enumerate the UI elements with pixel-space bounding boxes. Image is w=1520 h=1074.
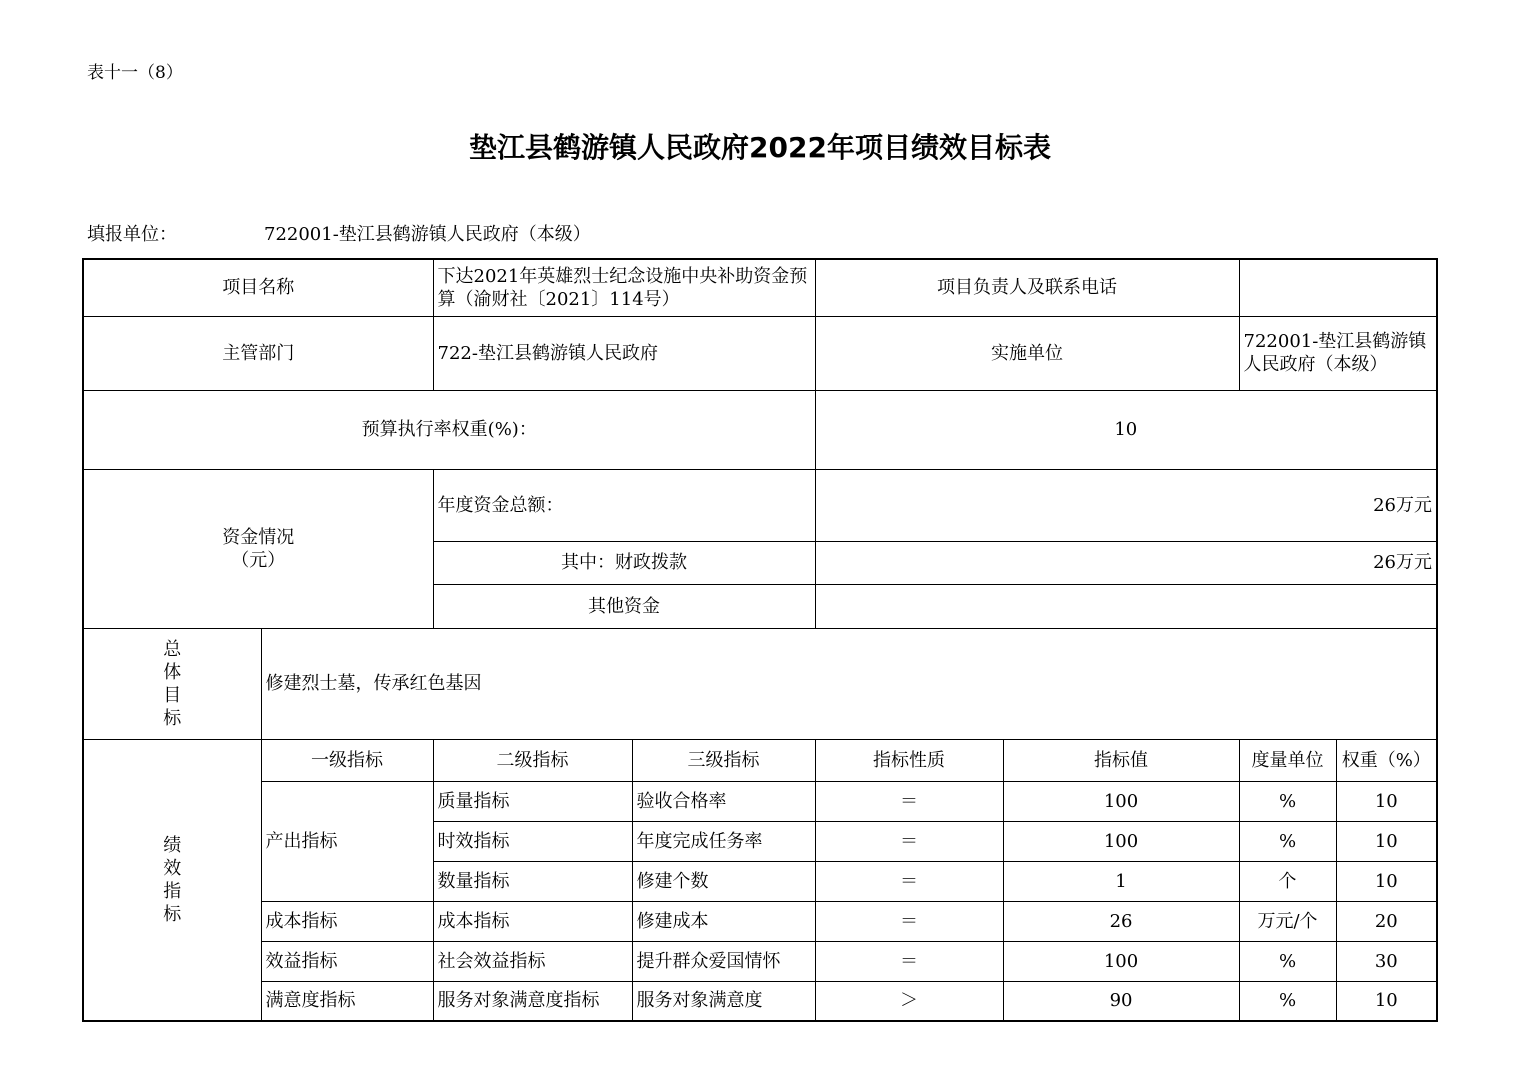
nature-cell: ＝	[815, 781, 1003, 821]
performance-label-char: 绩	[163, 834, 182, 856]
overall-goal-text: 修建烈士墓，传承红色基因	[261, 628, 1437, 739]
level3-cell: 修建个数	[632, 861, 815, 901]
dept-label: 主管部门	[83, 316, 433, 390]
level1-cell: 满意度指标	[261, 981, 433, 1021]
header-unit: 度量单位	[1239, 739, 1336, 781]
funds-other-label: 其他资金	[433, 584, 815, 628]
level1-cell: 效益指标	[261, 941, 433, 981]
project-contact-label: 项目负责人及联系电话	[815, 259, 1239, 316]
level3-cell: 验收合格率	[632, 781, 815, 821]
table-row	[83, 941, 1437, 981]
level2-cell: 服务对象满意度指标	[433, 981, 632, 1021]
weight-cell: 20	[1336, 901, 1437, 941]
performance-label-char: 指	[163, 880, 182, 902]
level2-cell: 质量指标	[433, 781, 632, 821]
unit-cell: 个	[1239, 861, 1336, 901]
value-cell: 1	[1003, 861, 1239, 901]
weight-cell: 30	[1336, 941, 1437, 981]
level2-cell: 社会效益指标	[433, 941, 632, 981]
funds-fiscal-label: 其中：财政拨款	[433, 541, 815, 584]
nature-cell: ＝	[815, 821, 1003, 861]
value-cell: 100	[1003, 821, 1239, 861]
level3-cell: 提升群众爱国情怀	[632, 941, 815, 981]
filing-unit-label: 填报单位：	[87, 224, 177, 245]
level3-cell: 服务对象满意度	[632, 981, 815, 1021]
overall-goal-char: 标	[163, 707, 182, 729]
unit-cell: %	[1239, 821, 1336, 861]
output-indicator-label: 产出指标	[261, 781, 433, 901]
value-cell: 100	[1003, 781, 1239, 821]
weight-cell: 10	[1336, 781, 1437, 821]
header-level2: 二级指标	[433, 739, 632, 781]
level3-cell: 修建成本	[632, 901, 815, 941]
budget-rate-label: 预算执行率权重(%)：	[83, 390, 815, 469]
unit-cell: %	[1239, 981, 1336, 1021]
funds-other-value	[815, 584, 1437, 628]
impl-unit-label: 实施单位	[815, 316, 1239, 390]
header-value: 指标值	[1003, 739, 1239, 781]
funds-fiscal-value: 26万元	[815, 541, 1437, 584]
table-row	[83, 781, 1437, 821]
funds-label	[83, 469, 433, 628]
value-cell: 90	[1003, 981, 1239, 1021]
funds-total-value: 26万元	[815, 469, 1437, 541]
level1-cell: 成本指标	[261, 901, 433, 941]
overall-goal-char: 体	[163, 661, 182, 683]
level2-cell: 成本指标	[433, 901, 632, 941]
level2-cell: 时效指标	[433, 821, 632, 861]
nature-cell: ＝	[815, 861, 1003, 901]
performance-label	[83, 739, 261, 1021]
value-cell: 100	[1003, 941, 1239, 981]
weight-cell: 10	[1336, 861, 1437, 901]
funds-label-line2: （元）	[231, 549, 286, 571]
nature-cell: ＝	[815, 901, 1003, 941]
unit-cell: %	[1239, 941, 1336, 981]
overall-goal-label	[83, 628, 261, 739]
performance-label-char: 效	[163, 857, 182, 879]
nature-cell: ＞	[815, 981, 1003, 1021]
project-name-label: 项目名称	[83, 259, 433, 316]
overall-goal-char: 目	[163, 684, 182, 706]
level2-cell: 数量指标	[433, 861, 632, 901]
header-nature: 指标性质	[815, 739, 1003, 781]
table-row	[83, 901, 1437, 941]
dept-value: 722-垫江县鹤游镇人民政府	[433, 316, 815, 390]
level3-cell: 年度完成任务率	[632, 821, 815, 861]
funds-label-line1: 资金情况	[222, 526, 295, 548]
performance-target-table	[82, 258, 1438, 1022]
impl-unit-value: 722001-垫江县鹤游镇人民政府（本级）	[1239, 316, 1437, 390]
filing-unit-value: 722001-垫江县鹤游镇人民政府（本级）	[264, 224, 591, 245]
nature-cell: ＝	[815, 941, 1003, 981]
header-level3: 三级指标	[632, 739, 815, 781]
budget-rate-value: 10	[815, 390, 1437, 469]
overall-goal-char: 总	[163, 638, 182, 660]
project-name-value: 下达2021年英雄烈士纪念设施中央补助资金预算（渝财社〔2021〕114号）	[433, 259, 815, 316]
page-title: 垫江县鹤游镇人民政府2022年项目绩效目标表	[469, 131, 1051, 164]
unit-cell: 万元/个	[1239, 901, 1336, 941]
header-weight: 权重（%）	[1336, 739, 1437, 781]
value-cell: 26	[1003, 901, 1239, 941]
table-row	[83, 981, 1437, 1021]
funds-total-label: 年度资金总额：	[433, 469, 815, 541]
weight-cell: 10	[1336, 981, 1437, 1021]
weight-cell: 10	[1336, 821, 1437, 861]
form-number: 表十一（8）	[87, 63, 183, 83]
performance-label-char: 标	[163, 903, 182, 925]
header-level1: 一级指标	[261, 739, 433, 781]
project-contact-value	[1239, 259, 1437, 316]
unit-cell: %	[1239, 781, 1336, 821]
